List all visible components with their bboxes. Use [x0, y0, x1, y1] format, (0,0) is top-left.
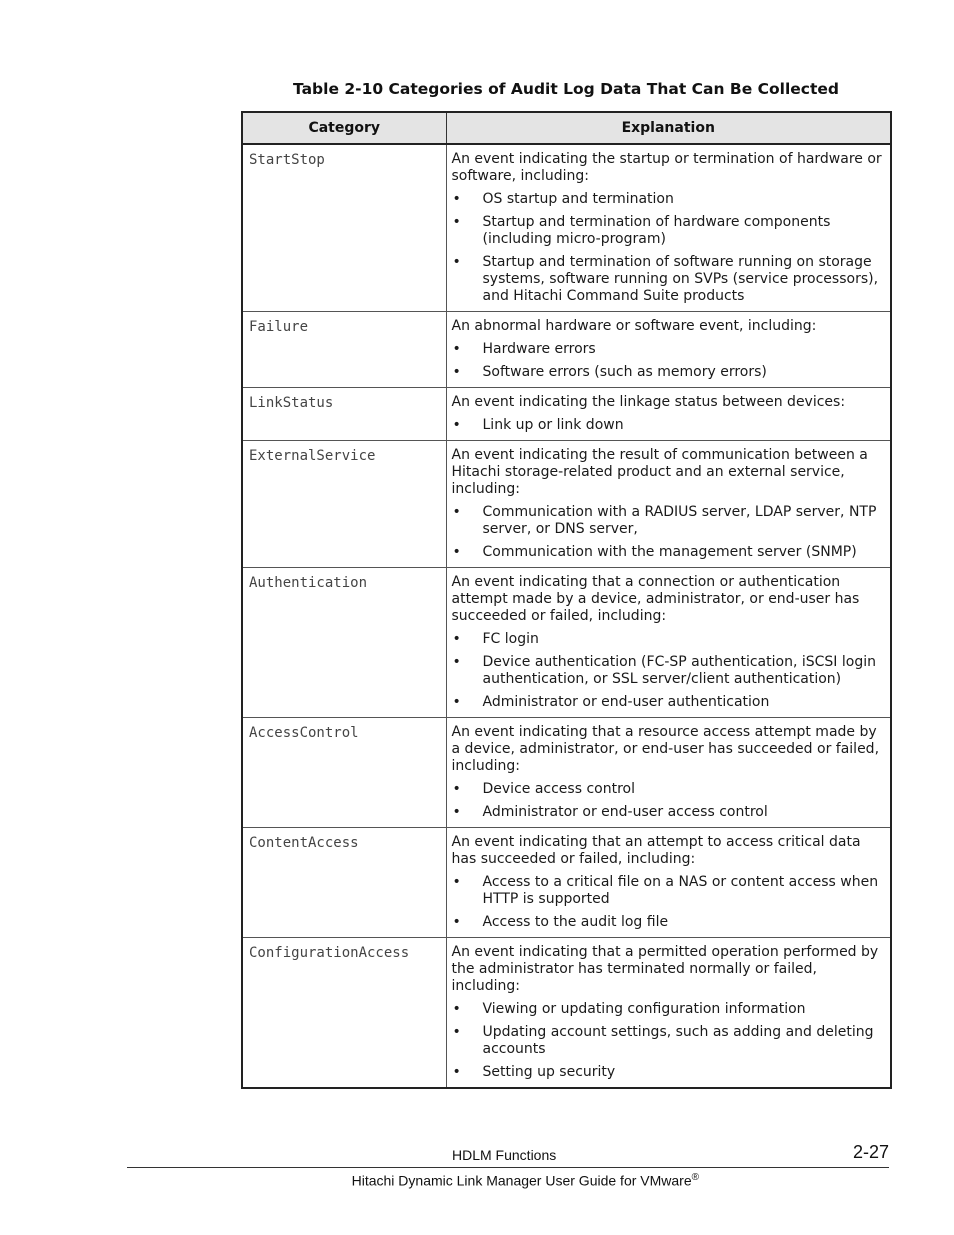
explanation-cell — [446, 144, 891, 312]
bullet-icon: • — [452, 544, 461, 560]
table-row — [242, 938, 891, 1089]
bullet-text: Setting up security — [482, 1064, 616, 1080]
category-cell: ConfigurationAccess — [242, 938, 446, 1089]
bullet-icon: • — [452, 254, 461, 270]
explanation-intro: An event indicating the result of communication between a Hitachi storage-related product and an external service, including: — [451, 447, 868, 497]
bullet-list — [452, 874, 885, 931]
explanation-cell — [446, 828, 891, 938]
bullet-text: Communication with a RADIUS server, LDAP server, NTP server, or DNS server, — [482, 504, 877, 537]
bullet-icon: • — [452, 631, 461, 647]
bullet-list — [452, 417, 885, 434]
explanation-intro: An event indicating that a permitted operation performed by the administrator has terminated normally or failed, including: — [451, 944, 879, 994]
category-cell: AccessControl — [242, 718, 446, 828]
table-row — [242, 718, 891, 828]
bullet-text: Link up or link down — [482, 417, 624, 433]
explanation-intro: An event indicating that an attempt to access critical data has succeeded or failed, including: — [451, 834, 861, 867]
book-title-text: Hitachi Dynamic Link Manager User Guide for VMware — [351, 1172, 692, 1189]
bullet-icon: • — [452, 804, 461, 820]
table-title: Table 2-10 Categories of Audit Log Data That Can Be Collected — [293, 80, 839, 98]
category-cell: Failure — [242, 312, 446, 388]
category-cell: StartStop — [242, 144, 446, 312]
table-row — [242, 828, 891, 938]
bullet-item — [452, 214, 885, 248]
bullet-text: Device authentication (FC-SP authentication, iSCSI login authentication, or SSL server/client authentication) — [482, 654, 876, 687]
page-number: 2-27 — [852, 1142, 889, 1162]
bullet-text: Updating account settings, such as adding and deleting accounts — [482, 1024, 874, 1057]
bullet-icon: • — [452, 191, 461, 207]
explanation-cell — [446, 568, 891, 718]
footer-book-title — [352, 1172, 699, 1189]
bullet-text: Software errors (such as memory errors) — [482, 364, 767, 380]
bullet-item — [452, 914, 885, 931]
bullet-icon: • — [452, 781, 461, 797]
bullet-text: Access to a critical file on a NAS or content access when HTTP is supported — [482, 874, 879, 907]
bullet-list — [452, 191, 885, 305]
bullet-text: Startup and termination of software running on storage systems, software running on SVPs (service processors), and Hitachi Command Suite products — [482, 254, 879, 304]
explanation-cell — [446, 312, 891, 388]
category-cell: ContentAccess — [242, 828, 446, 938]
bullet-icon: • — [452, 341, 461, 357]
explanation-intro: An event indicating the startup or termination of hardware or software, including: — [451, 151, 882, 184]
trademark-symbol: ® — [691, 1172, 699, 1183]
table-row — [242, 144, 891, 312]
bullet-icon: • — [452, 694, 461, 710]
bullet-icon: • — [452, 417, 461, 433]
table-row — [242, 568, 891, 718]
bullet-item — [452, 417, 885, 434]
bullet-icon: • — [452, 1001, 461, 1017]
bullet-item — [452, 341, 885, 358]
bullet-icon: • — [452, 214, 461, 230]
header-category: Category — [242, 112, 446, 144]
explanation-cell — [446, 441, 891, 568]
bullet-text: Startup and termination of hardware components (including micro-program) — [482, 214, 831, 247]
bullet-text: FC login — [482, 631, 539, 647]
bullet-item — [452, 364, 885, 381]
bullet-text: Administrator or end-user authentication — [482, 694, 770, 710]
explanation-intro: An event indicating the linkage status between devices: — [451, 394, 846, 410]
explanation-cell — [446, 718, 891, 828]
bullet-item — [452, 191, 885, 208]
bullet-item — [452, 631, 885, 648]
explanation-intro: An event indicating that a connection or authentication attempt made by a device, administrator, or end-user has succeeded or failed, including: — [451, 574, 860, 624]
bullet-icon: • — [452, 1064, 461, 1080]
explanation-cell — [446, 388, 891, 441]
bullet-icon: • — [452, 654, 461, 670]
bullet-item — [452, 694, 885, 711]
bullet-item — [452, 1064, 885, 1081]
bullet-item — [452, 804, 885, 821]
bullet-item — [452, 254, 885, 305]
bullet-text: Access to the audit log file — [482, 914, 669, 930]
bullet-list — [452, 631, 885, 711]
bullet-item — [452, 654, 885, 688]
bullet-list — [452, 504, 885, 561]
bullet-list — [452, 341, 885, 381]
table-body — [242, 144, 891, 1088]
table-row — [242, 388, 891, 441]
bullet-item — [452, 874, 885, 908]
category-cell: LinkStatus — [242, 388, 446, 441]
bullet-text: Viewing or updating configuration information — [482, 1001, 806, 1017]
bullet-item — [452, 1001, 885, 1018]
footer-section-name: HDLM Functions — [452, 1147, 557, 1163]
bullet-item — [452, 781, 885, 798]
bullet-icon: • — [452, 1024, 461, 1040]
footer-divider — [127, 1167, 889, 1168]
category-cell: ExternalService — [242, 441, 446, 568]
table-row — [242, 441, 891, 568]
bullet-icon: • — [452, 914, 461, 930]
audit-log-categories-table — [241, 111, 892, 1089]
bullet-list — [452, 781, 885, 821]
bullet-icon: • — [452, 364, 461, 380]
bullet-item — [452, 504, 885, 538]
bullet-icon: • — [452, 504, 461, 520]
bullet-icon: • — [452, 874, 461, 890]
bullet-text: Administrator or end-user access control — [482, 804, 768, 820]
category-cell: Authentication — [242, 568, 446, 718]
explanation-intro: An abnormal hardware or software event, including: — [451, 318, 817, 334]
table-row — [242, 312, 891, 388]
table-header-row — [242, 112, 891, 144]
bullet-item — [452, 544, 885, 561]
explanation-intro: An event indicating that a resource access attempt made by a device, administrator, or end-user has succeeded or failed, including: — [451, 724, 880, 774]
explanation-cell — [446, 938, 891, 1089]
bullet-item — [452, 1024, 885, 1058]
header-explanation: Explanation — [446, 112, 891, 144]
bullet-text: Hardware errors — [482, 341, 596, 357]
bullet-text: Communication with the management server (SNMP) — [482, 544, 857, 560]
bullet-list — [452, 1001, 885, 1081]
bullet-text: Device access control — [482, 781, 635, 797]
bullet-text: OS startup and termination — [482, 191, 674, 207]
